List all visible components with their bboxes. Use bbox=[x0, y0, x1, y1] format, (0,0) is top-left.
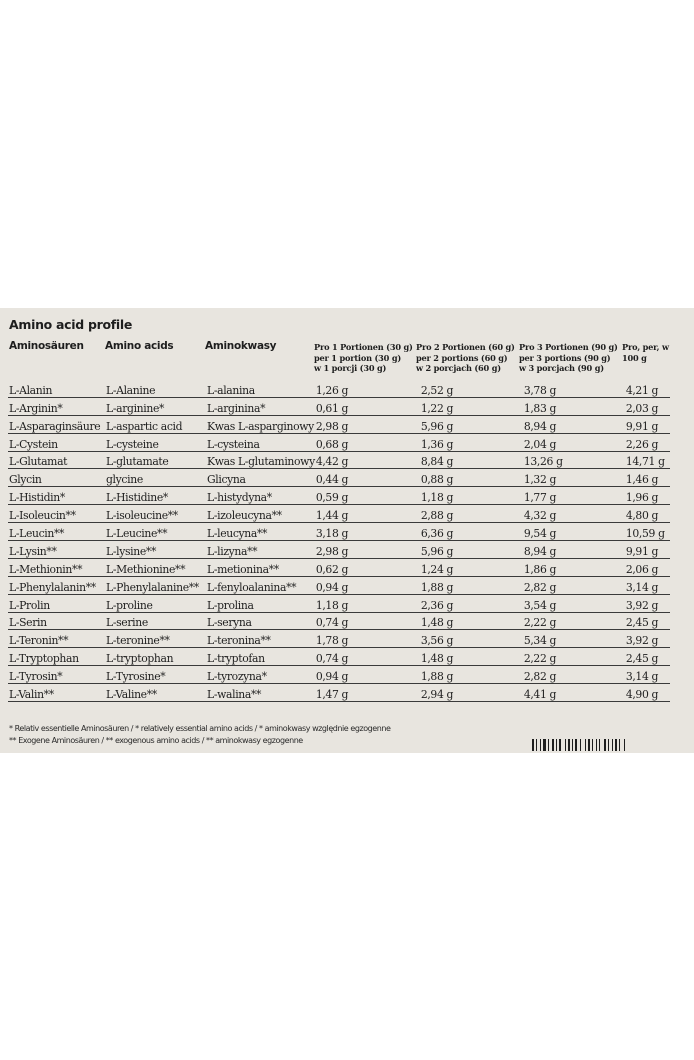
table-cell: 1,78 g bbox=[315, 630, 420, 648]
table-cell: 2,82 g bbox=[523, 576, 625, 594]
table-cell: L-tyrozyna* bbox=[206, 666, 315, 684]
table-cell: 8,94 g bbox=[523, 541, 625, 559]
table-cell: L-tryptophan bbox=[105, 648, 206, 666]
table-cell: L-izoleucyna** bbox=[206, 505, 315, 523]
table-cell: 4,90 g bbox=[625, 684, 670, 702]
table-cell: 9,91 g bbox=[625, 541, 670, 559]
table-cell: L-Cystein bbox=[8, 433, 105, 451]
table-cell: 8,94 g bbox=[523, 415, 625, 433]
table-row bbox=[8, 397, 670, 415]
header-amino-acids: Amino acids bbox=[105, 340, 174, 352]
table-cell: L-Tyrosin* bbox=[8, 666, 105, 684]
table-cell: 4,80 g bbox=[625, 505, 670, 523]
table-cell: L-lysine** bbox=[105, 541, 206, 559]
table-cell: 1,18 g bbox=[315, 594, 420, 612]
table-cell: L-Valin** bbox=[8, 684, 105, 702]
table-cell: L-Teronin** bbox=[8, 630, 105, 648]
table-cell: 1,26 g bbox=[315, 380, 420, 397]
table-cell: 4,21 g bbox=[625, 380, 670, 397]
amino-acid-table bbox=[8, 380, 670, 702]
amino-table-body bbox=[8, 380, 670, 702]
table-cell: 2,82 g bbox=[523, 666, 625, 684]
table-row bbox=[8, 630, 670, 648]
table-cell: L-Arginin* bbox=[8, 397, 105, 415]
table-row bbox=[8, 648, 670, 666]
table-cell: L-seryna bbox=[206, 612, 315, 630]
table-cell: 0,59 g bbox=[315, 487, 420, 505]
table-cell: L-Valine** bbox=[105, 684, 206, 702]
table-cell: 2,36 g bbox=[420, 594, 523, 612]
table-cell: 3,92 g bbox=[625, 630, 670, 648]
table-row bbox=[8, 684, 670, 702]
table-cell: 3,14 g bbox=[625, 576, 670, 594]
table-cell: 6,36 g bbox=[420, 523, 523, 541]
table-cell: 4,32 g bbox=[523, 505, 625, 523]
table-cell: 9,91 g bbox=[625, 415, 670, 433]
table-cell: 5,96 g bbox=[420, 415, 523, 433]
table-cell: 3,78 g bbox=[523, 380, 625, 397]
table-row bbox=[8, 415, 670, 433]
table-cell: 2,04 g bbox=[523, 433, 625, 451]
table-cell: 2,98 g bbox=[315, 415, 420, 433]
table-cell: L-aspartic acid bbox=[105, 415, 206, 433]
table-row bbox=[8, 469, 670, 487]
table-cell: L-Serin bbox=[8, 612, 105, 630]
table-cell: L-Tryptophan bbox=[8, 648, 105, 666]
table-cell: 13,26 g bbox=[523, 451, 625, 469]
table-cell: 3,14 g bbox=[625, 666, 670, 684]
table-cell: 3,56 g bbox=[420, 630, 523, 648]
header-aminokwasy: Aminokwasy bbox=[205, 340, 277, 352]
table-cell: 2,26 g bbox=[625, 433, 670, 451]
table-cell: L-Prolin bbox=[8, 594, 105, 612]
footnote-relative-essential: * Relativ essentielle Aminosäuren / * relatively essential amino acids / * aminokwasy względnie egzogenne bbox=[9, 724, 391, 733]
table-cell: 0,94 g bbox=[315, 666, 420, 684]
table-cell: L-Leucin** bbox=[8, 523, 105, 541]
table-row bbox=[8, 558, 670, 576]
table-cell: L-Phenylalanine** bbox=[105, 576, 206, 594]
table-cell: L-teronine** bbox=[105, 630, 206, 648]
table-cell: L-glutamate bbox=[105, 451, 206, 469]
table-cell: 1,18 g bbox=[420, 487, 523, 505]
footnotes bbox=[9, 723, 390, 747]
table-cell: 4,41 g bbox=[523, 684, 625, 702]
table-cell: 3,54 g bbox=[523, 594, 625, 612]
table-cell: L-serine bbox=[105, 612, 206, 630]
table-cell: L-cysteine bbox=[105, 433, 206, 451]
table-cell: 2,98 g bbox=[315, 541, 420, 559]
table-cell: L-isoleucine** bbox=[105, 505, 206, 523]
table-cell: 1,48 g bbox=[420, 648, 523, 666]
table-cell: 2,45 g bbox=[625, 648, 670, 666]
table-cell: 1,96 g bbox=[625, 487, 670, 505]
table-cell: 5,34 g bbox=[523, 630, 625, 648]
table-cell: 1,48 g bbox=[420, 612, 523, 630]
table-cell: 1,88 g bbox=[420, 576, 523, 594]
header-per-1-portion: Pro 1 Portionen (30 g) per 1 portion (30 g) w 1 porcji (30 g) bbox=[314, 342, 413, 373]
table-cell: 5,96 g bbox=[420, 541, 523, 559]
table-cell: 3,18 g bbox=[315, 523, 420, 541]
table-cell: L-Lysin** bbox=[8, 541, 105, 559]
table-cell: 0,61 g bbox=[315, 397, 420, 415]
table-cell: 2,94 g bbox=[420, 684, 523, 702]
table-cell: 0,74 g bbox=[315, 612, 420, 630]
table-cell: L-Histidine* bbox=[105, 487, 206, 505]
table-cell: 0,88 g bbox=[420, 469, 523, 487]
table-row bbox=[8, 612, 670, 630]
table-cell: L-leucyna** bbox=[206, 523, 315, 541]
table-cell: 2,45 g bbox=[625, 612, 670, 630]
table-cell: 14,71 g bbox=[625, 451, 670, 469]
table-cell: L-Phenylalanin** bbox=[8, 576, 105, 594]
table-row bbox=[8, 380, 670, 397]
table-row bbox=[8, 505, 670, 523]
table-cell: L-alanina bbox=[206, 380, 315, 397]
table-row bbox=[8, 576, 670, 594]
table-cell: 10,59 g bbox=[625, 523, 670, 541]
table-cell: 0,94 g bbox=[315, 576, 420, 594]
amino-acid-panel bbox=[0, 308, 694, 753]
table-cell: L-Alanin bbox=[8, 380, 105, 397]
table-cell: L-teronina** bbox=[206, 630, 315, 648]
table-cell: 0,44 g bbox=[315, 469, 420, 487]
table-cell: 2,03 g bbox=[625, 397, 670, 415]
barcode-icon bbox=[532, 739, 670, 751]
table-cell: L-lizyna** bbox=[206, 541, 315, 559]
table-cell: L-arginina* bbox=[206, 397, 315, 415]
header-aminosaeuren: Aminosäuren bbox=[9, 340, 84, 352]
table-cell: L-walina** bbox=[206, 684, 315, 702]
table-cell: L-Glutamat bbox=[8, 451, 105, 469]
table-row bbox=[8, 433, 670, 451]
table-cell: 1,86 g bbox=[523, 558, 625, 576]
table-cell: L-Histidin* bbox=[8, 487, 105, 505]
table-row bbox=[8, 594, 670, 612]
table-cell: 2,88 g bbox=[420, 505, 523, 523]
table-cell: 1,36 g bbox=[420, 433, 523, 451]
table-cell: L-Methionine** bbox=[105, 558, 206, 576]
table-cell: L-arginine* bbox=[105, 397, 206, 415]
table-cell: 1,32 g bbox=[523, 469, 625, 487]
table-cell: L-histydyna* bbox=[206, 487, 315, 505]
table-cell: L-prolina bbox=[206, 594, 315, 612]
table-cell: 1,46 g bbox=[625, 469, 670, 487]
table-cell: 1,22 g bbox=[420, 397, 523, 415]
table-cell: L-Alanine bbox=[105, 380, 206, 397]
table-cell: 0,62 g bbox=[315, 558, 420, 576]
table-cell: L-tryptofan bbox=[206, 648, 315, 666]
table-cell: 1,44 g bbox=[315, 505, 420, 523]
table-cell: 1,47 g bbox=[315, 684, 420, 702]
table-row bbox=[8, 451, 670, 469]
table-cell: Glycin bbox=[8, 469, 105, 487]
table-row bbox=[8, 666, 670, 684]
table-cell: 0,68 g bbox=[315, 433, 420, 451]
table-cell: L-Asparaginsäure bbox=[8, 415, 105, 433]
table-cell: 8,84 g bbox=[420, 451, 523, 469]
table-cell: 3,92 g bbox=[625, 594, 670, 612]
table-cell: 2,22 g bbox=[523, 612, 625, 630]
table-cell: Glicyna bbox=[206, 469, 315, 487]
table-cell: L-Leucine** bbox=[105, 523, 206, 541]
table-cell: 1,83 g bbox=[523, 397, 625, 415]
panel-title: Amino acid profile bbox=[9, 317, 133, 332]
table-cell: L-metionina** bbox=[206, 558, 315, 576]
table-cell: 1,88 g bbox=[420, 666, 523, 684]
header-per-100g: Pro, per, w 100 g bbox=[622, 342, 669, 363]
table-row bbox=[8, 523, 670, 541]
table-cell: 4,42 g bbox=[315, 451, 420, 469]
table-cell: 2,52 g bbox=[420, 380, 523, 397]
table-cell: 2,06 g bbox=[625, 558, 670, 576]
header-per-3-portions: Pro 3 Portionen (90 g) per 3 portions (90 g) w 3 porcjach (90 g) bbox=[519, 342, 618, 373]
table-cell: L-Isoleucin** bbox=[8, 505, 105, 523]
table-cell: 0,74 g bbox=[315, 648, 420, 666]
table-cell: L-Tyrosine* bbox=[105, 666, 206, 684]
table-row bbox=[8, 541, 670, 559]
table-cell: L-cysteina bbox=[206, 433, 315, 451]
header-per-2-portions: Pro 2 Portionen (60 g) per 2 portions (60 g) w 2 porcjach (60 g) bbox=[416, 342, 515, 373]
table-cell: Kwas L-glutaminowy bbox=[206, 451, 315, 469]
table-cell: 1,24 g bbox=[420, 558, 523, 576]
table-cell: 1,77 g bbox=[523, 487, 625, 505]
table-cell: L-proline bbox=[105, 594, 206, 612]
table-cell: Kwas L-asparginowy bbox=[206, 415, 315, 433]
table-cell: 2,22 g bbox=[523, 648, 625, 666]
footnote-exogenous: ** Exogene Aminosäuren / ** exogenous amino acids / ** aminokwasy egzogenne bbox=[9, 736, 303, 745]
table-cell: L-fenyloalanina** bbox=[206, 576, 315, 594]
table-cell: glycine bbox=[105, 469, 206, 487]
table-row bbox=[8, 487, 670, 505]
table-cell: 9,54 g bbox=[523, 523, 625, 541]
table-cell: L-Methionin** bbox=[8, 558, 105, 576]
